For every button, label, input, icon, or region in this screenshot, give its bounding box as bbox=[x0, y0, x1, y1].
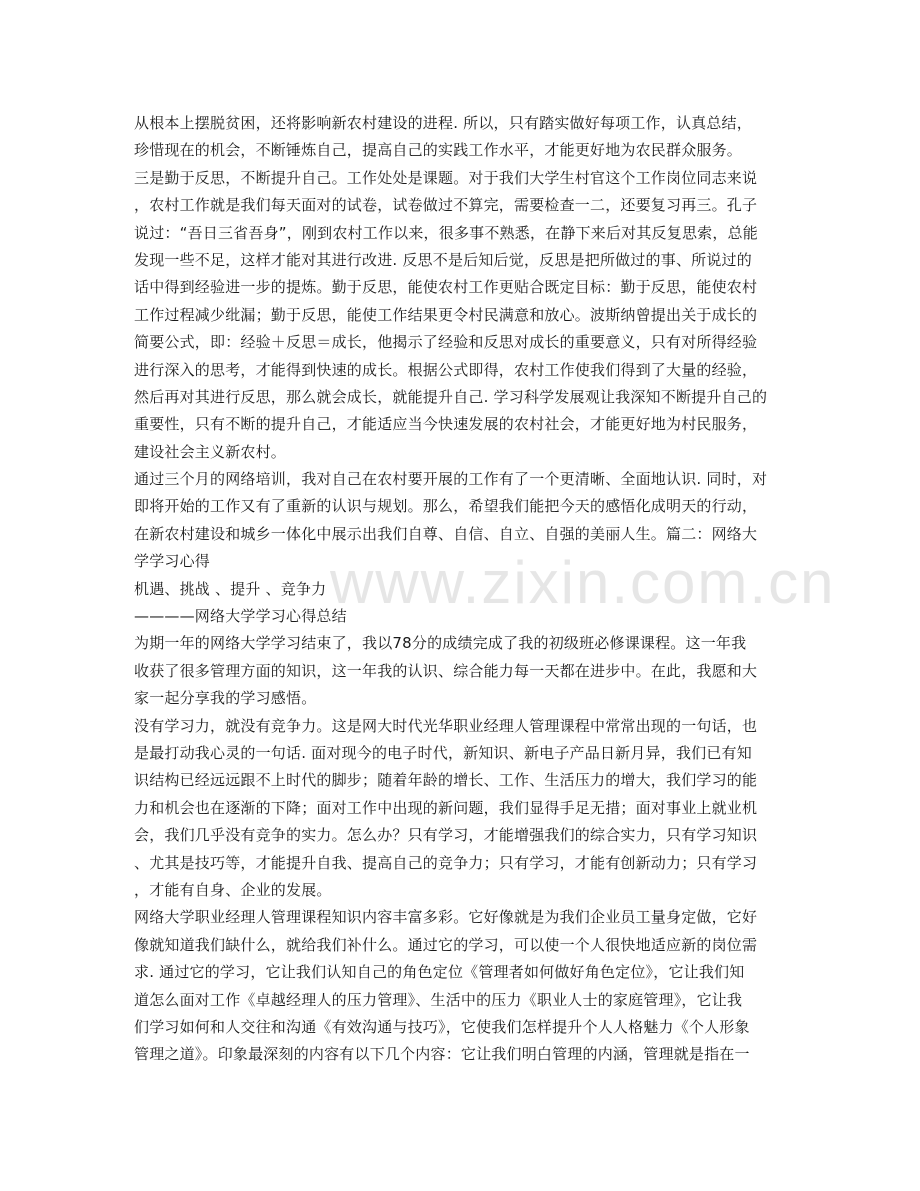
text-line: 从根本上摆脱贫困，还将影响新农村建设的进程. 所以，只有踏实做好每项工作，认真总结， bbox=[134, 114, 752, 132]
text-line: 们学习如何和人交往和沟通《有效沟通与技巧》，它使我们怎样提升个人人格魅力《个人形象 bbox=[134, 1017, 750, 1036]
watermark: www.zixin.com.cn bbox=[330, 549, 836, 616]
text-line: ，农村工作就是我们每天面对的试卷，试卷做过不算完，需要检查一二，还要复习再三。孔子 bbox=[134, 196, 758, 215]
text-line: 是最打动我心灵的一句话. 面对现今的电子时代，新知识、新电子产品日新月异，我们已有知 bbox=[134, 743, 752, 762]
text-line: 话中得到经验进一步的提炼。勤于反思，能使农村工作更贴合既定目标：勤于反思，能使农村 bbox=[134, 278, 758, 297]
text-line: 简要公式，即：经验＋反思＝成长，他揭示了经验和反思对成长的重要意义，只有对所得经验 bbox=[134, 333, 758, 352]
text-line: 在新农村建设和城乡一体化中展示出我们自尊、自信、自立、自强的美丽人生。篇二：网络大 bbox=[134, 524, 758, 543]
text-line: 识结构已经远远跟不上时代的脚步；随着年龄的增长、工作、生活压力的增大，我们学习的能 bbox=[134, 771, 758, 790]
text-line: 机遇、挑战 、提升 、竞争力 bbox=[134, 579, 327, 598]
text-line: 、尤其是技巧等，才能提升自我、提高自己的竞争力；只有学习，才能有创新动力；只有学习 bbox=[134, 853, 758, 872]
text-line: 通过三个月的网络培训，我对自己在农村要开展的工作有了一个更清晰、全面地认识. 同时，对 bbox=[134, 470, 768, 489]
text-line: 没有学习力，就没有竞争力。这是网大时代光华职业经理人管理课程中常常出现的一句话，也 bbox=[134, 716, 758, 735]
text-line: ————网络大学学习心得总结 bbox=[134, 607, 347, 626]
text-line: 三是勤于反思，不断提升自己。工作处处是课题。对于我们大学生村官这个工作岗位同志来说 bbox=[134, 168, 758, 187]
text-line: 像就知道我们缺什么，就给我们补什么。通过它的学习，可以使一个人很快地适应新的岗位需 bbox=[134, 935, 758, 954]
document-body bbox=[134, 110, 784, 1069]
text-line: 进行深入的思考，才能得到快速的成长。根据公式即得，农村工作使我们得到了大量的经验， bbox=[134, 360, 758, 379]
text-line: 建设社会主义新农村。 bbox=[134, 442, 287, 461]
text-line: 网络大学职业经理人管理课程知识内容丰富多彩。它好像就是为我们企业员工量身定做，它好 bbox=[134, 908, 758, 927]
text-line: 然后再对其进行反思，那么就会成长，就能提升自己. 学习科学发展观让我深知不断提升自己的 bbox=[134, 387, 768, 406]
text-line: 重要性，只有不断的提升自己，才能适应当今快速发展的农村社会，才能更好地为村民服务， bbox=[134, 415, 758, 434]
text-line: 求. 通过它的学习，它让我们认知自己的角色定位《管理者如何做好角色定位》，它让我们知 bbox=[134, 963, 745, 982]
text-line: 为期一年的网络大学学习结束了，我以78分的成绩完成了我的初级班必修课课程。这一年我 bbox=[134, 634, 747, 653]
text-line: 珍惜现在的机会，不断锤炼自己，提高自己的实践工作水平，才能更好地为农民群众服务。 bbox=[134, 141, 743, 160]
text-line: 家一起分享我的学习感悟。 bbox=[134, 689, 317, 708]
text-line: 说过：“吾日三省吾身”，刚到农村工作以来，很多事不熟悉，在静下来后对其反复思索，总能 bbox=[134, 223, 758, 242]
text-line: 发现一些不足，这样才能对其进行改进. 反思不是后知后觉，反思是把所做过的事、所说过的 bbox=[134, 250, 752, 269]
text-line: ，才能有自身、企业的发展。 bbox=[134, 880, 332, 899]
text-line: 收获了很多管理方面的知识，这一年我的认识、综合能力每一天都在进步中。在此，我愿和大 bbox=[134, 661, 758, 680]
text-line: 工作过程减少纰漏；勤于反思，能使工作结果更令村民满意和放心。波斯纳曾提出关于成长的 bbox=[134, 305, 758, 324]
text-line: 管理之道》。印象最深刻的内容有以下几个内容：它让我们明白管理的内涵，管理就是指在一 bbox=[134, 1045, 750, 1064]
text-line: 力和机会也在逐渐的下降；面对工作中出现的新问题，我们显得手足无措；面对事业上就业机 bbox=[134, 798, 758, 817]
text-line: 即将开始的工作又有了重新的认识与规划。那么，希望我们能把今天的感悟化成明天的行动， bbox=[134, 497, 758, 516]
text-line: 学学习心得 bbox=[134, 552, 211, 571]
text-line: 会，我们几乎没有竞争的实力。怎么办？只有学习，才能增强我们的综合实力，只有学习知识 bbox=[134, 826, 758, 845]
text-line: 道怎么面对工作《卓越经理人的压力管理》、生活中的压力《职业人士的家庭管理》，它让我 bbox=[134, 990, 743, 1009]
